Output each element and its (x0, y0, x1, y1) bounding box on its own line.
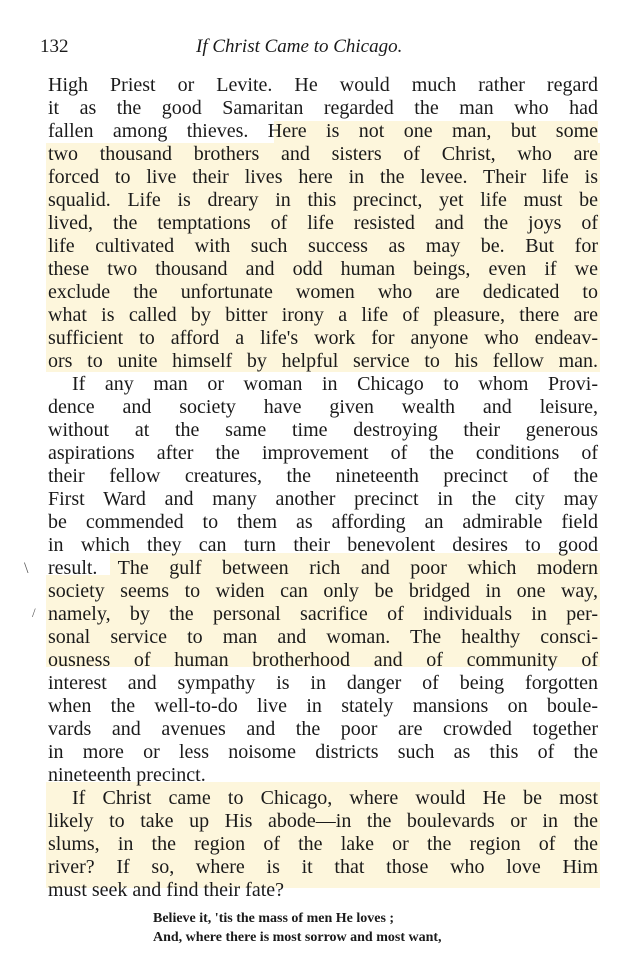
text-line: High Priest or Levite. He would much rather regard (48, 74, 598, 96)
running-title: If Christ Came to Chicago. (196, 36, 403, 57)
text-line: likely to take up His abode—in the boulevards or in the (48, 810, 598, 832)
poem-line: And, where there is most sorrow and most want, (153, 930, 442, 945)
text-line: in which they can turn their benevolent desires to good (48, 534, 598, 556)
text-line: life cultivated with such success as may be. But for (48, 235, 598, 257)
text-line: squalid. Life is dreary in this precinct, yet life must be (48, 189, 598, 211)
text-line: forced to live their lives here in the levee. Their life is (48, 166, 598, 188)
text-line: nineteenth precinct. (48, 764, 206, 786)
text-line: ors to unite himself by helpful service to his fellow man. (48, 350, 598, 372)
text-line: it as the good Samaritan regarded the man who had (48, 97, 598, 119)
text-line: exclude the unfortunate women who are dedicated to (48, 281, 598, 303)
poem-line: Believe it, 'tis the mass of men He loves ; (153, 911, 395, 926)
running-head (0, 36, 640, 64)
text-line: If any man or woman in Chicago to whom Provi- (72, 373, 598, 395)
text-line: vards and avenues and the poor are crowded together (48, 718, 598, 740)
text-line: If Christ came to Chicago, where would He be most (72, 787, 598, 809)
text-line: what is called by bitter irony a life of pleasure, there are (48, 304, 598, 326)
text-line: lived, the temptations of life resisted and the joys of (48, 212, 598, 234)
text-line: slums, in the region of the lake or the region of the (48, 833, 598, 855)
margin-pencil-mark: / (32, 605, 36, 620)
text-line: be commended to them as affording an admirable field (48, 511, 598, 533)
text-line: dence and society have given wealth and leisure, (48, 396, 598, 418)
text-line: result. The gulf between rich and poor which modern (48, 557, 598, 579)
text-line: interest and sympathy is in danger of being forgotten (48, 672, 598, 694)
text-line: namely, by the personal sacrifice of individuals in per- (48, 603, 598, 625)
text-line: river? If so, where is it that those who love Him (48, 856, 598, 878)
text-line: sufficient to afford a life's work for anyone who endeav- (48, 327, 598, 349)
text-line: without at the same time destroying their generous (48, 419, 598, 441)
page-number: 132 (40, 36, 69, 57)
text-line: two thousand brothers and sisters of Christ, who are (48, 143, 598, 165)
text-line: society seems to widen can only be bridged in one way, (48, 580, 598, 602)
text-line: their fellow creatures, the nineteenth precinct of the (48, 465, 598, 487)
text-line: First Ward and many another precinct in the city may (48, 488, 598, 510)
text-line: must seek and find their fate? (48, 879, 285, 901)
text-line: fallen among thieves. Here is not one man, but some (48, 120, 598, 142)
text-line: ousness of human brotherhood and of community of (48, 649, 598, 671)
text-line: sonal service to man and woman. The healthy consci- (48, 626, 598, 648)
text-line: in more or less noisome districts such as this of the (48, 741, 598, 763)
text-line: these two thousand and odd human beings, even if we (48, 258, 598, 280)
text-line: when the well-to-do live in stately mansions on boule- (48, 695, 598, 717)
text-line: aspirations after the improvement of the conditions of (48, 442, 598, 464)
margin-pencil-mark: \ (24, 560, 29, 577)
